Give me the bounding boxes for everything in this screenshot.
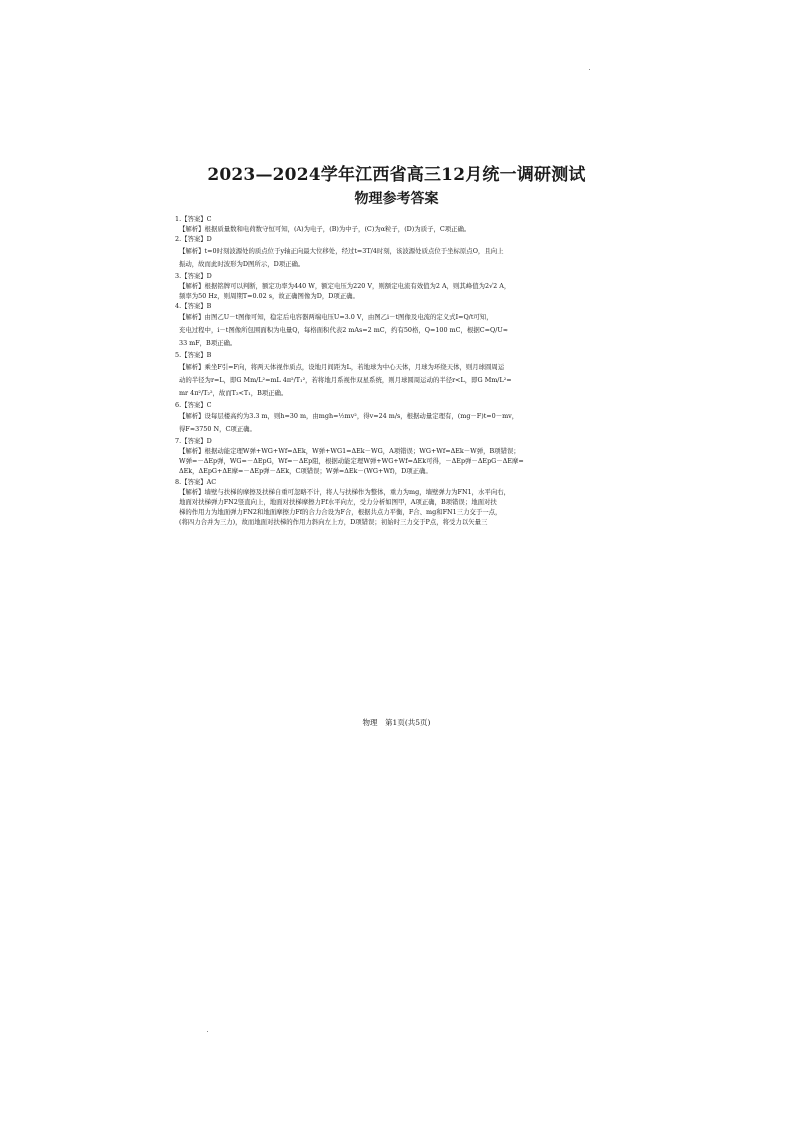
answer-item-4 xyxy=(175,301,591,350)
explanation-line: 得F≈3750 N，C项正确。 xyxy=(179,424,256,433)
answer-item-6 xyxy=(175,400,591,436)
answer-item-1 xyxy=(175,214,591,234)
answer-line: 3.【答案】D xyxy=(175,271,212,280)
answer-line: 8.【答案】AC xyxy=(175,477,217,486)
answer-line: 1.【答案】C xyxy=(175,215,212,223)
explanation-line: 【解析】设每层楼高约为3.3 m，则h=30 m，由mgh=½mv²，得v=24 m/s，根据动量定理有，(mg－F)t=0－mv， xyxy=(179,411,519,420)
answer-item-8 xyxy=(175,477,591,528)
explanation-line: 【解析】由图乙U－t图像可知，稳定后电容器两端电压U=3.0 V，由图乙i－t图像及电流的定义式I=Q/t可知， xyxy=(179,313,493,322)
explanation-line: W弹=－ΔEp弹，WG=－ΔEpG，Wf=－ΔEp阻，根据动能定理W弹+WG+Wf=ΔEk可得，－ΔEp弹－ΔEpG－ΔE摩= xyxy=(179,457,524,466)
explanation-line: 振动，故而此时波形为D图所示，D项正确。 xyxy=(179,259,305,268)
page-footer: 物理 第1页(共5页) xyxy=(362,718,431,727)
explanation-line: 充电过程中，i－t图像所包围面积为电量Q，每格面积代表2 mAs=2 mC，约有50格，Q=100 mC，根据C=Q/U≈ xyxy=(179,326,509,335)
explanation-line: (将四力合并为三力)，故而地面对扶梯的作用力斜向左上方，D项错误；初始时三力交于P点，将受力以矢量三 xyxy=(179,518,488,527)
explanation-line: 【解析】根据铭牌可以判断，额定功率为440 W，额定电压为220 V，则额定电流有效值为2 A，则其峰值为2√2 A， xyxy=(179,281,511,290)
scan-dot-top xyxy=(589,69,590,70)
explanation-line: 【解析】t=0时刻波源处的质点位于y轴正向最大位移处，经过t=3T/4时刻，该波源处质点位于坐标原点O，且向上 xyxy=(179,246,504,255)
answer-line: 6.【答案】C xyxy=(175,400,212,409)
explanation-line: 【解析】墙壁与扶梯的摩擦及扶梯自重可忽略不计，将人与扶梯作为整体，重力为mg，墙壁弹力为FN1，水平向右， xyxy=(179,487,510,496)
explanation-line: 【解析】乘坐F引=F向，将两天体视作质点，设地月间距为L，若地球为中心天体，月球为环绕天体，则月球圆周运 xyxy=(179,362,505,371)
page-subtitle: 物理参考答案 xyxy=(354,191,439,207)
scan-dot-bottom xyxy=(207,1031,208,1032)
answer-item-3 xyxy=(175,271,591,302)
explanation-line: 【解析】根据质量数和电荷数守恒可知，(A)为电子，(B)为中子，(C)为α粒子，(D)为质子，C项正确。 xyxy=(179,225,471,234)
explanation-line: 梯的作用力为地面弹力FN2和地面摩擦力Ff的合力合设为F合，根据共点力平衡，F合、mg和FN1三力交于一点， xyxy=(179,508,502,517)
answer-list xyxy=(175,214,591,528)
answer-line: 2.【答案】D xyxy=(175,235,212,244)
explanation-line: 动的半径为r=L，即G Mm/L²=mL 4π²/T₁²，若将地月系视作双星系统，则月球圆周运动的半径r<L，即G Mm/L²= xyxy=(179,375,512,384)
explanation-line: mr 4π²/T₂²，故而T₂<T₁，B项正确。 xyxy=(179,388,288,397)
explanation-line: ΔEk，ΔEpG+ΔE摩=－ΔEp弹－ΔEk，C项错误；W弹=ΔEk－(WG+Wf)，D项正确。 xyxy=(179,467,432,476)
explanation-line: 33 mF，B项正确。 xyxy=(179,339,237,348)
answer-line: 5.【答案】B xyxy=(175,351,212,360)
answer-item-7 xyxy=(175,436,591,477)
answer-item-5 xyxy=(175,350,591,399)
explanation-line: 地面对扶梯弹力FN2竖直向上，地面对扶梯摩擦力Ff水平向左，受力分析如图甲，A项正确，B项错误；地面对扶 xyxy=(179,498,497,507)
answer-line: 4.【答案】B xyxy=(175,302,212,311)
page-title: 2023—2024学年江西省高三12月统一调研测试 xyxy=(207,165,586,185)
explanation-line: 频率为50 Hz，则周期T=0.02 s，故正确图像为D，D项正确。 xyxy=(179,292,359,301)
answer-line: 7.【答案】D xyxy=(175,436,212,445)
explanation-line: 【解析】根据动能定理W弹+WG+Wf=ΔEk，W弹+WG1=ΔEk－WG，A项错误；WG+Wf=ΔEk－W弹，B项错误； xyxy=(179,447,520,456)
answer-item-2 xyxy=(175,234,591,270)
